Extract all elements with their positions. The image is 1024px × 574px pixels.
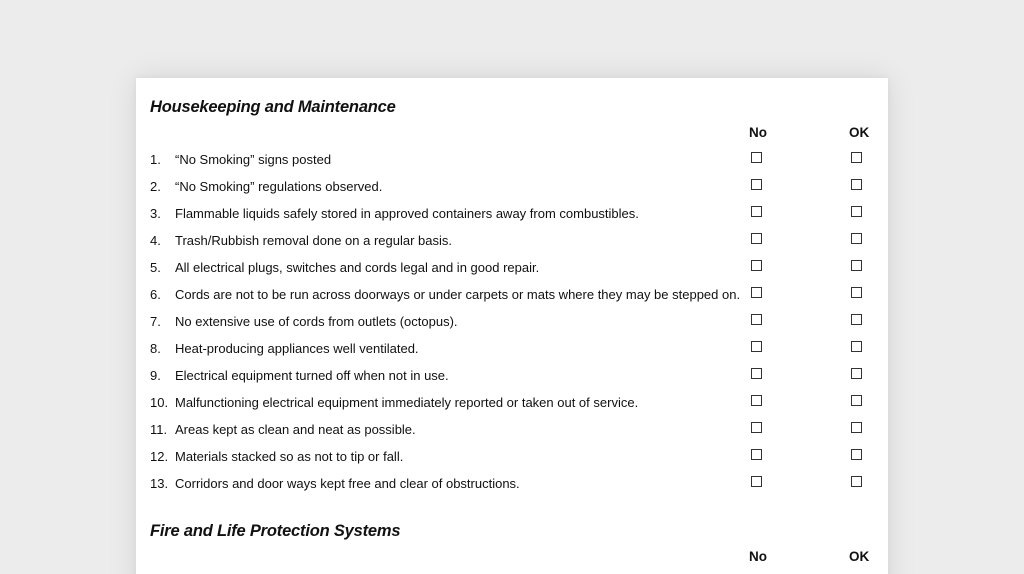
item-text: “No Smoking” regulations observed.	[175, 179, 383, 194]
item-text: Electrical equipment turned off when not in use.	[175, 368, 449, 383]
ok-checkbox[interactable]	[851, 287, 862, 298]
checklist-row	[136, 199, 888, 226]
ok-checkbox[interactable]	[851, 314, 862, 325]
item-number: 8.	[150, 341, 161, 356]
no-checkbox[interactable]	[751, 341, 762, 352]
checklist-row	[136, 442, 888, 469]
column-header-no: No	[749, 125, 767, 140]
ok-checkbox[interactable]	[851, 233, 862, 244]
no-checkbox[interactable]	[751, 449, 762, 460]
no-checkbox[interactable]	[751, 152, 762, 163]
no-checkbox[interactable]	[751, 368, 762, 379]
item-number: 6.	[150, 287, 161, 302]
no-checkbox[interactable]	[751, 179, 762, 190]
item-text: “No Smoking” signs posted	[175, 152, 332, 167]
no-checkbox[interactable]	[751, 422, 762, 433]
item-text: Areas kept as clean and neat as possible.	[175, 422, 416, 437]
checklist-row	[136, 415, 888, 442]
ok-checkbox[interactable]	[851, 206, 862, 217]
checklist-row	[136, 280, 888, 307]
item-text: Trash/Rubbish removal done on a regular basis.	[175, 233, 452, 248]
ok-checkbox[interactable]	[851, 368, 862, 379]
column-header-no: No	[749, 549, 767, 564]
item-text: Cords are not to be run across doorways or under carpets or mats where they may be stepped on.	[175, 287, 741, 302]
item-number: 11.	[150, 422, 168, 437]
item-number: 2.	[150, 179, 161, 194]
item-text: No extensive use of cords from outlets (octopus).	[175, 314, 458, 329]
section-title-fire-life-protection: Fire and Life Protection Systems	[150, 522, 401, 540]
item-text: Flammable liquids safely stored in approved containers away from combustibles.	[175, 206, 639, 221]
column-header-ok: OK	[849, 125, 870, 140]
item-text: Heat-producing appliances well ventilated.	[175, 341, 419, 356]
ok-checkbox[interactable]	[851, 152, 862, 163]
no-checkbox[interactable]	[751, 287, 762, 298]
column-header-ok: OK	[849, 549, 870, 564]
no-checkbox[interactable]	[751, 395, 762, 406]
item-number: 12.	[150, 449, 169, 464]
checklist-row	[136, 334, 888, 361]
checklist-items	[136, 145, 888, 496]
checklist-row	[136, 145, 888, 172]
no-checkbox[interactable]	[751, 314, 762, 325]
no-checkbox[interactable]	[751, 476, 762, 487]
section-title-housekeeping: Housekeeping and Maintenance	[150, 98, 396, 116]
item-number: 4.	[150, 233, 161, 248]
ok-checkbox[interactable]	[851, 341, 862, 352]
item-number: 5.	[150, 260, 161, 275]
no-checkbox[interactable]	[751, 206, 762, 217]
checklist-row	[136, 172, 888, 199]
no-checkbox[interactable]	[751, 233, 762, 244]
ok-checkbox[interactable]	[851, 260, 862, 271]
ok-checkbox[interactable]	[851, 476, 862, 487]
item-text: Malfunctioning electrical equipment immediately reported or taken out of service.	[175, 395, 639, 410]
checklist-row	[136, 307, 888, 334]
item-number: 7.	[150, 314, 161, 329]
item-text: Materials stacked so as not to tip or fall.	[175, 449, 404, 464]
item-number: 3.	[150, 206, 161, 221]
ok-checkbox[interactable]	[851, 395, 862, 406]
item-text: Corridors and door ways kept free and clear of obstructions.	[175, 476, 520, 491]
checklist-row	[136, 361, 888, 388]
checklist-row	[136, 469, 888, 496]
item-text: All electrical plugs, switches and cords legal and in good repair.	[175, 260, 540, 275]
ok-checkbox[interactable]	[851, 449, 862, 460]
no-checkbox[interactable]	[751, 260, 762, 271]
item-number: 1.	[150, 152, 161, 167]
document-page	[136, 78, 888, 574]
ok-checkbox[interactable]	[851, 422, 862, 433]
ok-checkbox[interactable]	[851, 179, 862, 190]
item-number: 13.	[150, 476, 169, 491]
item-number: 10.	[150, 395, 169, 410]
checklist-row	[136, 388, 888, 415]
checklist-row	[136, 226, 888, 253]
item-number: 9.	[150, 368, 161, 383]
checklist-row	[136, 253, 888, 280]
